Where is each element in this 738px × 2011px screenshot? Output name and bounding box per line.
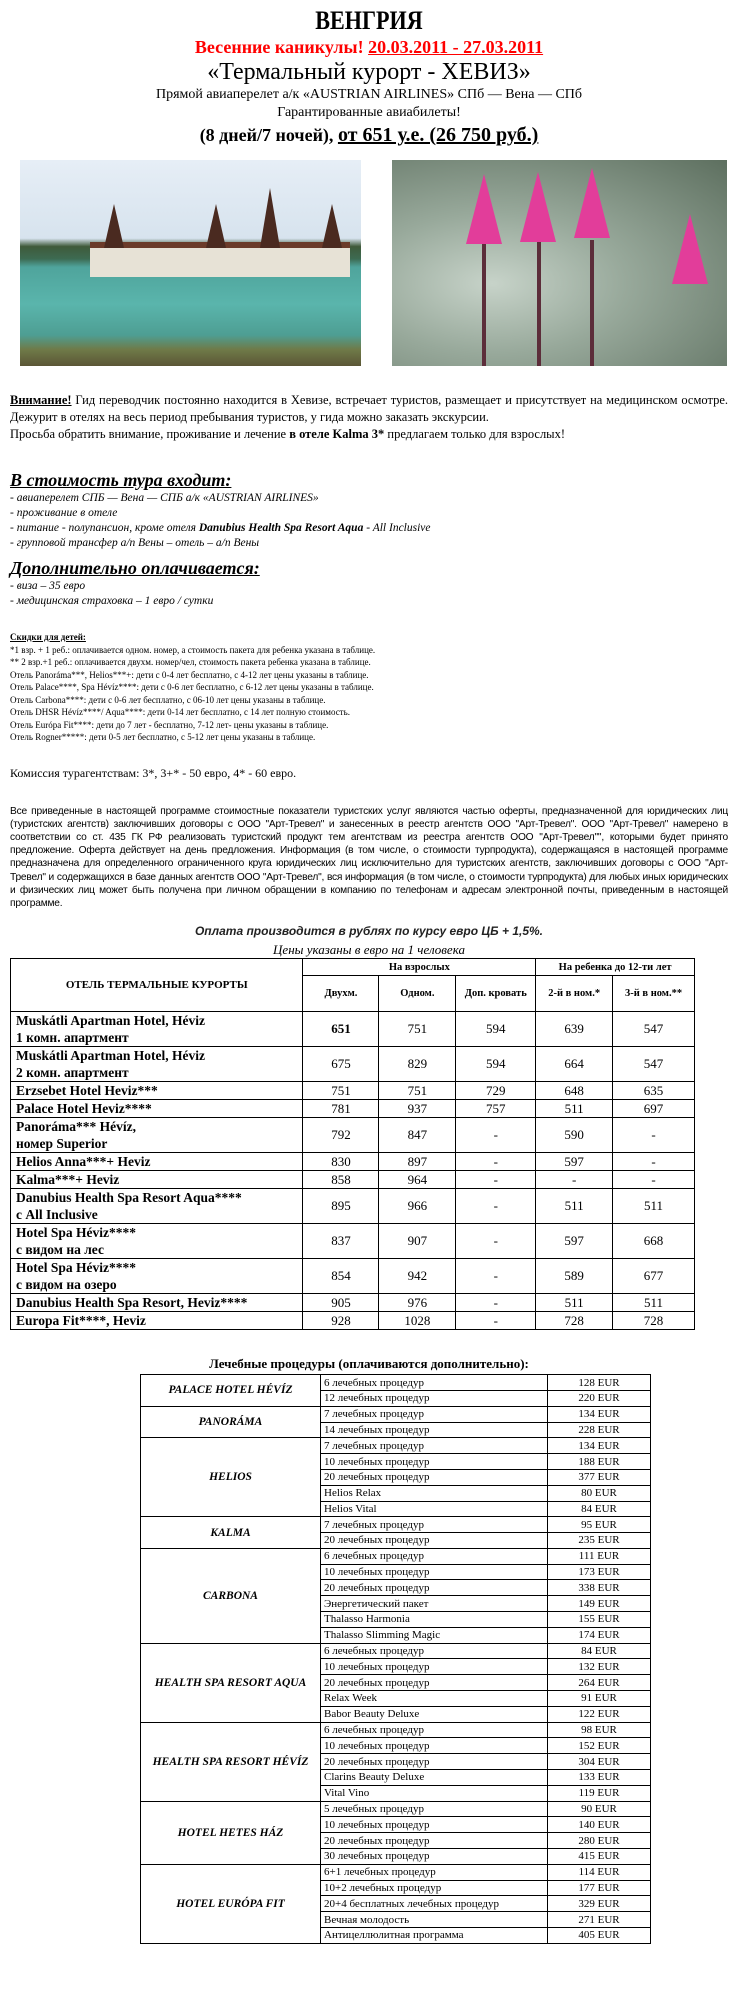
procedure-name: 20 лечебных процедур: [321, 1675, 548, 1691]
price-cell: -: [456, 1294, 536, 1312]
price-cell: 728: [536, 1312, 613, 1330]
procedures-table: [140, 1374, 651, 1944]
procedure-price: 155 EUR: [548, 1612, 651, 1628]
procedure-price: 132 EUR: [548, 1659, 651, 1675]
price-cell: -: [456, 1189, 536, 1224]
procedure-price: 177 EUR: [548, 1880, 651, 1896]
price-cell: 942: [379, 1259, 456, 1294]
procedure-price: 134 EUR: [548, 1438, 651, 1454]
price-cell: 757: [456, 1100, 536, 1118]
hotel-name-line: Hotel Spa Héviz****: [16, 1225, 136, 1241]
procedure-price: 220 EUR: [548, 1390, 651, 1406]
price-cell: 594: [456, 1012, 536, 1047]
lily-flower: [466, 174, 502, 244]
procedure-row: [141, 1375, 651, 1391]
procedure-name: 6+1 лечебных процедур: [321, 1864, 548, 1880]
price-cell: 976: [379, 1294, 456, 1312]
procedure-row: [141, 1722, 651, 1738]
kids-line: Отель Rogner*****: дети 0-5 лет бесплатно, с 5-12 лет цены указаны в таблице.: [10, 732, 316, 742]
procedure-hotel: PANORÁMA: [141, 1406, 321, 1438]
procedure-name: Thalasso Slimming Magic: [321, 1627, 548, 1643]
price-cell: 668: [613, 1224, 695, 1259]
price-cell: 858: [303, 1171, 379, 1189]
country-title: ВЕНГРИЯ: [315, 6, 423, 35]
header: [10, 6, 728, 148]
meal-hotel: Danubius Health Spa Resort Aqua: [198, 522, 364, 534]
hotel-name: [11, 1224, 303, 1259]
procedure-price: 98 EUR: [548, 1722, 651, 1738]
price-cell: 511: [536, 1294, 613, 1312]
procedure-name: 20 лечебных процедур: [321, 1580, 548, 1596]
procedure-hotel: HELIOS: [141, 1438, 321, 1517]
kids-line: Отель Palace****, Spa Hévíz****: дети с 0-6 лет бесплатно, с 6-12 лет цены указаны в таблице.: [10, 682, 374, 692]
procedure-name: 6 лечебных процедур: [321, 1548, 548, 1564]
notice-text: Гид переводчик постоянно находится в Хевизе, встречает туристов, размещает и присутствует на медицинском осмотре. Дежурит в отелях на весь период пребывания туристов, у гида можно заказать экскурсии.: [10, 393, 728, 424]
adults-header: На взрослых: [303, 959, 536, 976]
procedure-price: 415 EUR: [548, 1849, 651, 1865]
price-cell: 854: [303, 1259, 379, 1294]
price-row: [11, 1100, 695, 1118]
procedure-price: 173 EUR: [548, 1564, 651, 1580]
price-cell: 590: [536, 1118, 613, 1153]
procedure-hotel: HEALTH SPA RESORT AQUA: [141, 1643, 321, 1722]
price-cell: 1028: [379, 1312, 456, 1330]
price-row: [11, 1171, 695, 1189]
price-cell: -: [613, 1171, 695, 1189]
procedure-price: 152 EUR: [548, 1738, 651, 1754]
price-cell: 594: [456, 1047, 536, 1082]
procedure-hotel: HEALTH SPA RESORT HÉVÍZ: [141, 1722, 321, 1801]
procedure-price: 111 EUR: [548, 1548, 651, 1564]
price-cell: 664: [536, 1047, 613, 1082]
spire: [104, 204, 124, 248]
procedure-name: 6 лечебных процедур: [321, 1643, 548, 1659]
hotel-name-line: Europa Fit****, Heviz: [16, 1313, 146, 1329]
procedure-row: [141, 1643, 651, 1659]
extra-title: Дополнительно оплачивается:: [10, 558, 260, 578]
procedure-name: 7 лечебных процедур: [321, 1517, 548, 1533]
notice-label: Внимание!: [10, 393, 72, 407]
hotel-name-line: Danubius Health Spa Resort Aqua****: [16, 1190, 242, 1206]
lily-stem: [537, 240, 541, 366]
price-cell: 728: [613, 1312, 695, 1330]
price-cell: -: [456, 1118, 536, 1153]
lily-stem: [590, 240, 594, 366]
spire: [322, 204, 342, 248]
col-hotel-header: ОТЕЛЬ ТЕРМАЛЬНЫЕ КУРОРТЫ: [11, 959, 303, 1012]
procedure-hotel: HOTEL HETES HÁZ: [141, 1801, 321, 1864]
procedure-price: 84 EUR: [548, 1643, 651, 1659]
hotel-room-type: с видом на озеро: [16, 1277, 117, 1293]
hotel-name-line: Danubius Health Spa Resort, Heviz****: [16, 1295, 248, 1311]
procedure-name: Babor Beauty Deluxe: [321, 1706, 548, 1722]
flight-info: Прямой авиаперелет а/к «AUSTRIAN AIRLINES» СПб — Вена — СПб: [155, 87, 583, 102]
included-item: - групповой трансфер а/п Вены – отель – а/п Вены: [10, 537, 260, 549]
price-cell: 907: [379, 1224, 456, 1259]
price-cell: -: [456, 1312, 536, 1330]
procedure-name: 5 лечебных процедур: [321, 1801, 548, 1817]
procedure-row: [141, 1406, 651, 1422]
procedure-price: 338 EUR: [548, 1580, 651, 1596]
procedure-name: 6 лечебных процедур: [321, 1375, 548, 1391]
hotel-room-type: 1 комн. апартмент: [16, 1030, 129, 1046]
procedure-price: 134 EUR: [548, 1406, 651, 1422]
price-row: [11, 1012, 695, 1047]
kids-line: Отель Panoráma***, Helios***+: дети с 0-4 лет бесплатно, с 4-12 лет цены указаны в таблице.: [10, 669, 369, 680]
procedure-row: [141, 1517, 651, 1533]
price-cell: 781: [303, 1100, 379, 1118]
price-cell: 547: [613, 1012, 695, 1047]
resort-title: «Термальный курорт - ХЕВИЗ»: [207, 59, 531, 85]
procedure-name: 20 лечебных процедур: [321, 1469, 548, 1485]
tour-price: [10, 122, 728, 148]
price-row: [11, 1224, 695, 1259]
price-cell: 697: [613, 1100, 695, 1118]
price-cell: 677: [613, 1259, 695, 1294]
included-list: [10, 491, 728, 551]
kids-line: *1 взр. + 1 реб.: оплачивается одном. номер, а стоимость пакета для ребенка указана в таблице.: [10, 644, 376, 655]
price-cell: -: [613, 1153, 695, 1171]
procedure-name: 10 лечебных процедур: [321, 1659, 548, 1675]
price-cell: 511: [536, 1100, 613, 1118]
meal-text: - питание - полупансион, кроме отеля: [10, 522, 199, 534]
price-cell: 597: [536, 1153, 613, 1171]
hotel-room-type: номер Superior: [16, 1136, 108, 1152]
price-cell: 651: [303, 1012, 379, 1047]
guaranteed-tickets: Гарантированные авиабилеты!: [277, 105, 461, 120]
procedure-price: 228 EUR: [548, 1422, 651, 1438]
hotel-name-line: Kalma***+ Heviz: [16, 1172, 120, 1188]
procedure-price: 405 EUR: [548, 1928, 651, 1944]
col-single: Одном.: [379, 976, 456, 1012]
lily-flower: [520, 172, 556, 242]
procedure-name: 10+2 лечебных процедур: [321, 1880, 548, 1896]
lily-flower: [672, 214, 708, 284]
price-cell: 792: [303, 1118, 379, 1153]
hotel-name-line: Erzsebet Hotel Heviz***: [16, 1083, 158, 1099]
price-cell: 511: [536, 1189, 613, 1224]
procedure-price: 174 EUR: [548, 1627, 651, 1643]
price-cell: -: [456, 1153, 536, 1171]
included-title: В стоимость тура входит:: [10, 470, 232, 490]
notice: [10, 392, 728, 443]
price-cell: 648: [536, 1082, 613, 1100]
price-cell: -: [456, 1224, 536, 1259]
procedure-name: 12 лечебных процедур: [321, 1390, 548, 1406]
lily-stem: [482, 240, 486, 366]
hotel-name: [11, 1171, 303, 1189]
col-second-child: 2-й в ном.*: [536, 976, 613, 1012]
price-row: [11, 1294, 695, 1312]
meal-text-end: - All Inclusive: [363, 522, 431, 534]
procedure-name: Helios Vital: [321, 1501, 548, 1517]
notice-kalma-start: Просьба обратить внимание, проживание и лечение: [10, 427, 290, 441]
price-row: [11, 1047, 695, 1082]
procedure-name: 7 лечебных процедур: [321, 1406, 548, 1422]
procedure-price: 188 EUR: [548, 1454, 651, 1470]
procedure-name: Антицеллюлитная программа: [321, 1928, 548, 1944]
procedure-price: 149 EUR: [548, 1596, 651, 1612]
hotel-name: [11, 1047, 303, 1082]
hotel-name: [11, 1259, 303, 1294]
col-third-child: 3-й в ном.**: [613, 976, 695, 1012]
procedure-price: 90 EUR: [548, 1801, 651, 1817]
price-row: [11, 1082, 695, 1100]
price-cell: 597: [536, 1224, 613, 1259]
procedure-price: 264 EUR: [548, 1675, 651, 1691]
procedure-hotel: HOTEL EURÓPA FIT: [141, 1864, 321, 1943]
procedure-row: [141, 1801, 651, 1817]
col-double: Двухм.: [303, 976, 379, 1012]
price-cell: -: [456, 1171, 536, 1189]
included-item: - авиаперелет СПБ — Вена — СПБ а/к «AUSTRIAN AIRLINES»: [10, 492, 319, 504]
procedure-name: Helios Relax: [321, 1485, 548, 1501]
price-caption: Цены указаны в евро на 1 человека: [273, 942, 465, 958]
hotel-name-line: Muskátli Apartman Hotel, Héviz: [16, 1048, 205, 1064]
price-cell: 928: [303, 1312, 379, 1330]
kids-line: ** 2 взр.+1 реб.: оплачивается двухм. номер/чел, стоимость пакета ребенка указана в таблице.: [10, 657, 371, 667]
child-header: На ребенка до 12-ти лет: [536, 959, 695, 976]
price-cell: 895: [303, 1189, 379, 1224]
price-row: [11, 1118, 695, 1153]
hotel-name-line: Helios Anna***+ Heviz: [16, 1154, 151, 1170]
holiday-banner: [10, 36, 728, 58]
price-cell: 675: [303, 1047, 379, 1082]
price-cell: 635: [613, 1082, 695, 1100]
hotel-name-line: Palace Hotel Heviz****: [16, 1101, 152, 1117]
notice-kalma-end: предлагаем только для взрослых!: [384, 427, 565, 441]
kids-line: Отель DHSR Hévíz****/ Aqua****: дети 0-14 лет бесплатно, с 14 лет полную стоимость.: [10, 707, 350, 717]
holiday-label: Весенние каникулы!: [194, 37, 364, 57]
procedure-name: 20+4 бесплатных лечебных процедур: [321, 1896, 548, 1912]
price-row: [11, 1189, 695, 1224]
lily-flower: [574, 168, 610, 238]
hotel-name: [11, 1082, 303, 1100]
procedure-name: 10 лечебных процедур: [321, 1817, 548, 1833]
price-cell: 547: [613, 1047, 695, 1082]
procedure-price: 304 EUR: [548, 1754, 651, 1770]
procedure-price: 80 EUR: [548, 1485, 651, 1501]
procedure-name: 20 лечебных процедур: [321, 1833, 548, 1849]
hotel-room-type: с видом на лес: [16, 1242, 104, 1258]
included-item: [10, 521, 728, 536]
photos: [10, 156, 728, 384]
hotel-room-type: с All Inclusive: [16, 1207, 98, 1223]
offer-disclaimer: Все приведенные в настоящей программе стоимостные показатели туристских услуг являются частью оферты, предназначенной для юридических лиц (туристских агентств) заключивших договоры с ООО "Арт-Тревел" и занесенных в реестр агентств ООО "Арт-Тревел". ООО "Арт-Тревел" намерено в соответствии со ст. 435 ГК РФ реализовать туристский продукт тем агентствам из реестра агентств ООО "Арт-Тревел"", которыми будет принято предложение. Оферта действует на день предложения. Информация (в том числе, о стоимости турпродукта), содержащаяся в настоящей программе предназначена для определенного ограниченного круга юридических лиц исключительно для туристских агентств, заключивших договоры с ООО "Арт-Тревел" и содержащихся в базе данных агентств ООО "Арт-Тревел", вся информация (в том числе, о стоимости турпродукта) для любых иных юридических и физических лиц может быть получена при личном обращении в компанию по телефонам и адресам электронной почты, приведенным в настоящей программе.: [10, 805, 728, 909]
notice-kalma-hotel: в отеле Kalma 3*: [289, 427, 385, 441]
procedure-hotel: KALMA: [141, 1517, 321, 1549]
procedure-price: 280 EUR: [548, 1833, 651, 1849]
procedure-name: 10 лечебных процедур: [321, 1738, 548, 1754]
price-cell: 511: [613, 1189, 695, 1224]
procedure-name: Vital Vino: [321, 1785, 548, 1801]
hotel-name-line: Muskátli Apartman Hotel, Héviz: [16, 1013, 205, 1029]
procedure-price: 235 EUR: [548, 1533, 651, 1549]
holiday-dates: 20.03.2011 - 27.03.2011: [368, 37, 544, 57]
tour-price-from: от 651 у.е. (26 750 руб.): [337, 124, 539, 146]
spire: [206, 204, 226, 248]
price-cell: 729: [456, 1082, 536, 1100]
price-cell: 964: [379, 1171, 456, 1189]
hotel-name-line: Hotel Spa Héviz****: [16, 1260, 136, 1276]
procedure-price: 122 EUR: [548, 1706, 651, 1722]
procedure-name: 6 лечебных процедур: [321, 1722, 548, 1738]
price-cell: 937: [379, 1100, 456, 1118]
procedure-name: 10 лечебных процедур: [321, 1454, 548, 1470]
payment-note: Оплата производится в рублях по курсу евро ЦБ + 1,5%.: [194, 924, 544, 939]
price-cell: 966: [379, 1189, 456, 1224]
procedure-price: 128 EUR: [548, 1375, 651, 1391]
col-extra-bed: Доп. кровать: [456, 976, 536, 1012]
price-cell: 830: [303, 1153, 379, 1171]
spire: [260, 188, 280, 248]
hotel-name: [11, 1153, 303, 1171]
hotel-name-line: Panoráma*** Hévíz,: [16, 1119, 136, 1135]
included-item: - проживание в отеле: [10, 507, 118, 519]
procedure-row: [141, 1438, 651, 1454]
extra-list: [10, 579, 728, 609]
procedure-hotel: CARBONA: [141, 1548, 321, 1643]
hotel-room-type: 2 комн. апартмент: [16, 1065, 129, 1081]
price-cell: 847: [379, 1118, 456, 1153]
procedure-price: 84 EUR: [548, 1501, 651, 1517]
procedure-price: 140 EUR: [548, 1817, 651, 1833]
price-cell: -: [536, 1171, 613, 1189]
extra-item: - медицинская страховка – 1 евро / сутки: [10, 595, 214, 607]
hotel-name: [11, 1012, 303, 1047]
procedure-price: 377 EUR: [548, 1469, 651, 1485]
procedure-price: 114 EUR: [548, 1864, 651, 1880]
procedure-hotel: PALACE HOTEL HÉVÍZ: [141, 1375, 321, 1407]
hotel-name: [11, 1100, 303, 1118]
kids-title: Скидки для детей:: [10, 632, 86, 642]
procedure-row: [141, 1864, 651, 1880]
price-cell: 751: [303, 1082, 379, 1100]
kids-line: Отель Európa Fit****: дети до 7 лет - бесплатно, 7-12 лет- цены указаны в таблице.: [10, 719, 329, 730]
price-cell: 829: [379, 1047, 456, 1082]
hotel-name: [11, 1294, 303, 1312]
procedure-price: 329 EUR: [548, 1896, 651, 1912]
tour-duration: (8 дней/7 ночей),: [199, 125, 334, 145]
price-cell: -: [456, 1259, 536, 1294]
price-cell: 905: [303, 1294, 379, 1312]
procedure-name: 30 лечебных процедур: [321, 1849, 548, 1865]
procedure-price: 133 EUR: [548, 1770, 651, 1786]
price-cell: 511: [613, 1294, 695, 1312]
kids-discounts: [10, 631, 728, 744]
heviz-lake-photo: [20, 160, 361, 366]
procedure-name: Энергетический пакет: [321, 1596, 548, 1612]
procedure-price: 95 EUR: [548, 1517, 651, 1533]
procedure-name: Relax Week: [321, 1691, 548, 1707]
price-cell: -: [613, 1118, 695, 1153]
price-cell: 837: [303, 1224, 379, 1259]
price-cell: 751: [379, 1082, 456, 1100]
procedure-name: Clarins Beauty Deluxe: [321, 1770, 548, 1786]
hotel-name: [11, 1189, 303, 1224]
price-cell: 589: [536, 1259, 613, 1294]
water-lily-photo: [392, 160, 727, 366]
procedure-price: 119 EUR: [548, 1785, 651, 1801]
price-cell: 751: [379, 1012, 456, 1047]
procedure-row: [141, 1548, 651, 1564]
procedure-name: Thalasso Harmonia: [321, 1612, 548, 1628]
procedures-title: Лечебные процедуры (оплачиваются дополнительно):: [209, 1356, 529, 1372]
procedure-name: 20 лечебных процедур: [321, 1533, 548, 1549]
kids-line: Отель Carbona****: дети с 0-6 лет бесплатно, с 06-10 лет цены указаны в таблице.: [10, 694, 326, 705]
procedure-price: 271 EUR: [548, 1912, 651, 1928]
price-row: [11, 1259, 695, 1294]
document-page: [0, 6, 738, 1944]
price-cell: 897: [379, 1153, 456, 1171]
price-row: [11, 1312, 695, 1330]
procedure-name: 14 лечебных процедур: [321, 1422, 548, 1438]
agent-commission: Комиссия турагентствам: 3*, 3+* - 50 евро, 4* - 60 евро.: [10, 765, 297, 780]
price-table: [10, 958, 695, 1330]
price-cell: 639: [536, 1012, 613, 1047]
procedure-name: 20 лечебных процедур: [321, 1754, 548, 1770]
hotel-name: [11, 1118, 303, 1153]
extra-item: - виза – 35 евро: [10, 580, 86, 592]
price-row: [11, 1153, 695, 1171]
procedure-name: 10 лечебных процедур: [321, 1564, 548, 1580]
hotel-name: [11, 1312, 303, 1330]
procedure-price: 91 EUR: [548, 1691, 651, 1707]
procedure-name: 7 лечебных процедур: [321, 1438, 548, 1454]
procedure-name: Вечная молодость: [321, 1912, 548, 1928]
